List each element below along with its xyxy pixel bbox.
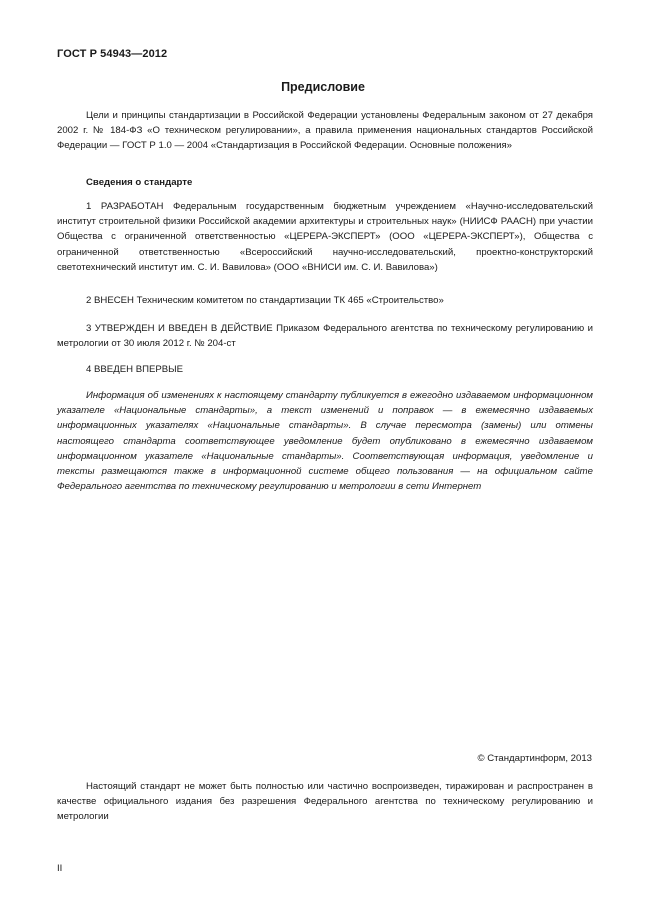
item-approved: 3 УТВЕРЖДЕН И ВВЕДЕН В ДЕЙСТВИЕ Приказом Федерального агентства по техническому регулированию и метрологии от 30 июля 2012 г. № 204-ст <box>57 323 593 350</box>
item-first-introduced: 4 ВВЕДЕН ВПЕРВЫЕ <box>86 364 184 375</box>
copyright: © Стандартинформ, 2013 <box>477 753 592 764</box>
intro-paragraph: Цели и принципы стандартизации в Российской Федерации установлены Федеральным законом от 27 декабря 2002 г. № 184-ФЗ «О техническом регулировании», а правила применения национальных стандартов Российской Федерации — ГОСТ Р 1.0 — 2004 «Стандартизация в Российской Федерации. Основные положения» <box>57 110 593 152</box>
document-code: ГОСТ Р 54943—2012 <box>57 48 168 60</box>
item-developed: 1 РАЗРАБОТАН Федеральным государственным бюджетным учреждением «Научно-исследовательский институт строительной физики Российской академии архитектуры и строительных наук» (НИИСФ РААСН) при участии Общества с ограниченной ответственностью «ЦЕРЕРА-ЭКСПЕРТ» (ООО «ЦЕРЕРА-ЭКСПЕРТ»), Общества с ограниченной ответственностью «Всероссийский научно-исследовательский, проектно-конструкторский светотехнический институт им. С. И. Вавилова» (ООО «ВНИСИ им. С. И. Вавилова») <box>57 201 593 273</box>
page-title: Предисловие <box>281 80 365 94</box>
section-heading: Сведения о стандарте <box>86 177 193 188</box>
page-number: II <box>57 863 63 874</box>
reproduction-notice: Настоящий стандарт не может быть полностью или частично воспроизведен, тиражирован и распространен в качестве официального издания без разрешения Федерального агентства по техническому регулированию и метрологии <box>57 781 593 823</box>
info-notice: Информация об изменениях к настоящему стандарту публикуется в ежегодно издаваемом информационном указателе «Национальные стандарты», а текст изменений и поправок — в ежемесячно издаваемых информационных указателях «Национальные стандарты». В случае пересмотра (замены) или отмены настоящего стандарта соответствующее уведомление будет опубликовано в ежемесячно издаваемом информационном указателе «Национальные стандарты». Соответствующая информация, уведомление и тексты размещаются также в информационной системе общего пользования — на официальном сайте Федерального агентства по техническому регулированию и метрологии в сети Интернет <box>57 390 593 493</box>
item-submitted: 2 ВНЕСЕН Техническим комитетом по стандартизации ТК 465 «Строительство» <box>86 295 444 306</box>
